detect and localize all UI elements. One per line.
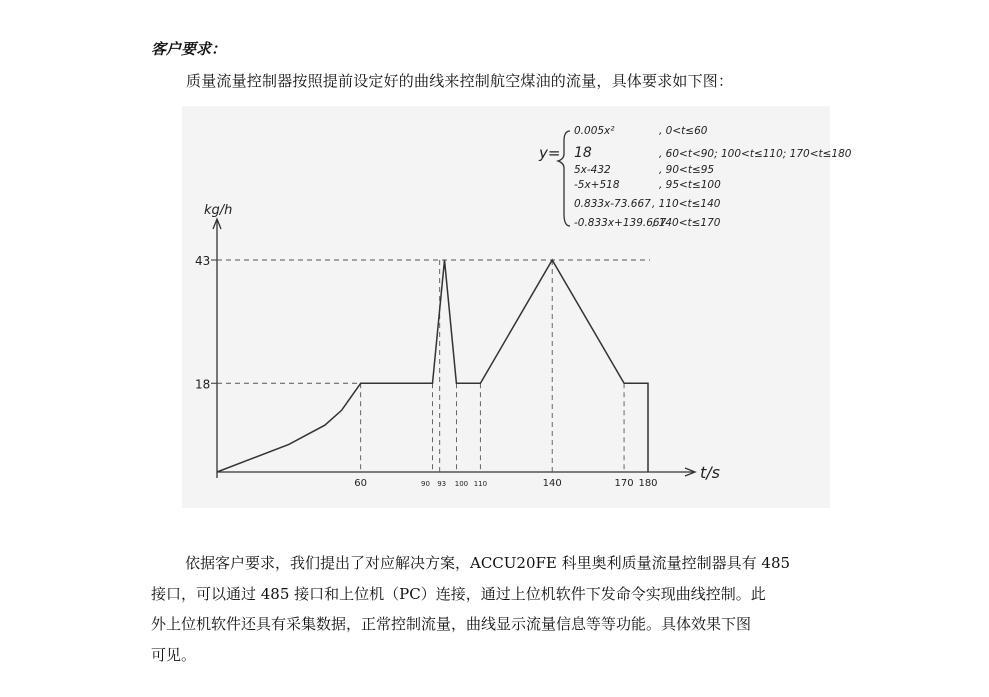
x-axis-label: t/s — [700, 463, 720, 482]
x-tick-label-180: 180 — [638, 478, 658, 489]
x-tick-label-60: 60 — [354, 478, 368, 489]
piecewise-formula — [538, 125, 852, 229]
formula-expr-5: 0.833x-73.667 — [574, 198, 651, 210]
x-tick-label-90: 90 — [421, 480, 430, 488]
formula-cond-3: , 90<t≤95 — [659, 164, 715, 176]
x-tick-labels — [354, 478, 657, 489]
flow-curve-chart — [182, 106, 852, 508]
x-tick-label-170: 170 — [614, 478, 634, 489]
x-tick-label-110: 110 — [473, 480, 488, 488]
flow-curve-figure — [182, 106, 852, 508]
formula-cond-1: , 0<t≤60 — [659, 125, 708, 137]
y-axis-label: kg/h — [204, 203, 233, 218]
formula-expr-4: -5x+518 — [574, 179, 620, 191]
formula-expr-2: 18 — [574, 145, 592, 161]
x-tick-label-140: 140 — [542, 478, 562, 489]
formula-expr-3: 5x-432 — [574, 164, 611, 176]
requirement-paragraph: 质量流量控制器按照提前设定好的曲线来控制航空煤油的流量，具体要求如下图： — [186, 72, 734, 90]
formula-cond-6: , 140<t≤170 — [652, 217, 721, 229]
y-tick-label-18: 18 — [195, 377, 211, 392]
x-tick-label-93: 93 — [437, 480, 447, 488]
solution-line-2: 接口，可以通过 485 接口和上位机（PC）连接，通过上位机软件下发命令实现曲线控制。此 — [151, 584, 766, 603]
formula-cond-5: , 110<t≤140 — [652, 198, 721, 210]
formula-cond-4: , 95<t≤100 — [659, 179, 721, 191]
formula-expr-1: 0.005x² — [574, 125, 615, 137]
section-heading: 客户要求： — [151, 40, 227, 58]
y-tick-labels — [195, 254, 217, 391]
formula-cond-2: , 60<t<90; 100<t≤110; 170<t≤180 — [659, 148, 852, 160]
y-tick-label-43: 43 — [195, 254, 211, 268]
solution-line-4: 可见。 — [151, 645, 197, 664]
x-tick-label-100: 100 — [454, 480, 469, 488]
solution-paragraph — [151, 548, 841, 670]
formula-lhs: y= — [539, 144, 561, 162]
solution-line-1: 依据客户要求，我们提出了对应解决方案，ACCU20FE 科里奥利质量流量控制器具有 485 — [185, 554, 791, 572]
formula-expr-6: -0.833x+139.667 — [574, 217, 667, 229]
solution-line-3: 外上位机软件还具有采集数据，正常控制流量，曲线显示流量信息等等功能。具体效果下图 — [151, 615, 752, 633]
